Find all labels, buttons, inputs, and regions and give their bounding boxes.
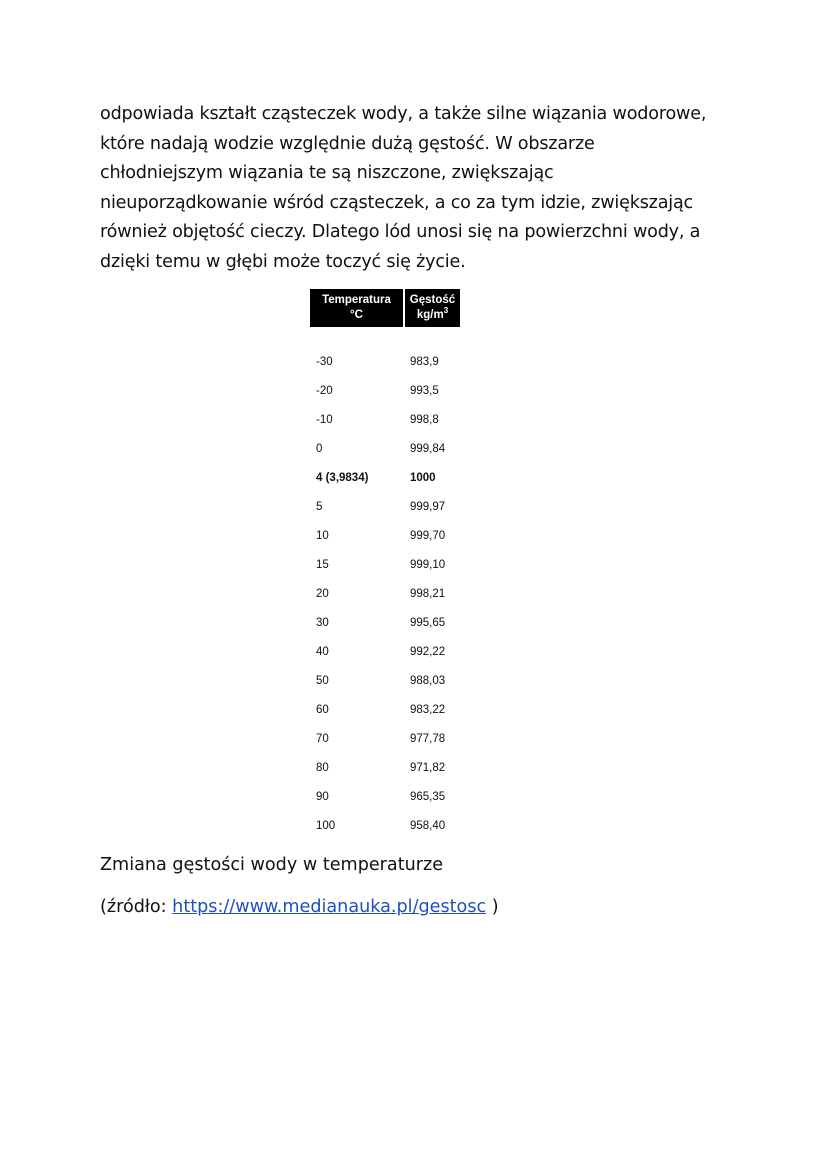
table-row bbox=[310, 434, 460, 463]
source-line bbox=[100, 893, 499, 922]
table-row bbox=[310, 811, 460, 840]
cell-density: 983,22 bbox=[410, 703, 446, 716]
source-prefix: (źródło: bbox=[100, 897, 173, 917]
cell-density: 999,10 bbox=[410, 558, 446, 571]
cell-density: 999,70 bbox=[410, 529, 446, 542]
cell-temperature: 60 bbox=[316, 703, 329, 716]
density-table bbox=[310, 289, 460, 840]
cell-temperature: 70 bbox=[316, 732, 329, 745]
cell-temperature: 20 bbox=[316, 587, 329, 600]
cell-temperature: -20 bbox=[316, 384, 333, 397]
table-row bbox=[310, 782, 460, 811]
cell-temperature: 10 bbox=[316, 529, 329, 542]
cell-temperature: 5 bbox=[316, 500, 323, 513]
cell-density: 971,82 bbox=[410, 761, 446, 774]
cell-density: 983,9 bbox=[410, 355, 439, 368]
header-temperature-unit: °C bbox=[350, 309, 363, 321]
table-row bbox=[310, 376, 460, 405]
table-row bbox=[310, 695, 460, 724]
table-row bbox=[310, 521, 460, 550]
cell-density: 995,65 bbox=[410, 616, 446, 629]
paragraph-line: chłodniejszym wiązania te są niszczone, zwiększając bbox=[100, 163, 554, 184]
table-header-row bbox=[310, 289, 460, 327]
table-caption: Zmiana gęstości wody w temperaturze bbox=[100, 855, 444, 875]
cell-density: 992,22 bbox=[410, 645, 446, 658]
cell-temperature: -10 bbox=[316, 413, 333, 426]
table-row bbox=[310, 327, 460, 376]
table-row bbox=[310, 492, 460, 521]
table-row-max-density bbox=[310, 463, 460, 492]
cell-density: 993,5 bbox=[410, 384, 439, 397]
cell-density: 977,78 bbox=[410, 732, 446, 745]
header-density-unit: kg/m bbox=[416, 309, 444, 321]
cell-temperature: 50 bbox=[316, 674, 329, 687]
table-row bbox=[310, 405, 460, 434]
header-density bbox=[404, 289, 460, 327]
header-temperature-label: Temperatura bbox=[322, 294, 391, 306]
table-row bbox=[310, 579, 460, 608]
table-row bbox=[310, 637, 460, 666]
paragraph-line: które nadają wodzie względnie dużą gęstość. W obszarze bbox=[100, 133, 595, 154]
cell-temperature: 90 bbox=[316, 790, 329, 803]
paragraph-line: dzięki temu w głębi może toczyć się życie. bbox=[100, 251, 466, 272]
cell-density: 998,21 bbox=[410, 587, 446, 600]
cell-density: 958,40 bbox=[410, 819, 446, 832]
body-paragraph bbox=[100, 100, 740, 278]
cell-temperature: -30 bbox=[316, 355, 333, 368]
cell-temperature: 15 bbox=[316, 558, 329, 571]
paragraph-line: nieuporządkowanie wśród cząsteczek, a co za tym idzie, zwiększając bbox=[100, 192, 694, 213]
header-density-label: Gęstość bbox=[409, 294, 456, 306]
paragraph-line: odpowiada kształt cząsteczek wody, a także silne wiązania wodorowe, bbox=[100, 104, 707, 124]
cell-temperature: 30 bbox=[316, 616, 329, 629]
table-row bbox=[310, 666, 460, 695]
cell-density: 998,8 bbox=[410, 413, 439, 426]
table-row bbox=[310, 550, 460, 579]
cell-density: 1000 bbox=[410, 471, 436, 484]
cell-temperature: 80 bbox=[316, 761, 329, 774]
cell-temperature: 40 bbox=[316, 645, 329, 658]
cell-temperature: 4 (3,9834) bbox=[316, 471, 369, 484]
source-suffix: ) bbox=[486, 897, 499, 917]
cell-density: 988,03 bbox=[410, 674, 446, 687]
paragraph-line: również objętość cieczy. Dlatego lód unosi się na powierzchni wody, a bbox=[100, 222, 701, 243]
header-temperature bbox=[310, 289, 404, 327]
source-link[interactable]: https://www.medianauka.pl/gestosc bbox=[172, 897, 487, 917]
cell-temperature: 100 bbox=[316, 819, 336, 832]
cell-density: 999,97 bbox=[410, 500, 446, 513]
header-density-unit-sup: 3 bbox=[443, 306, 449, 316]
cell-density: 999,84 bbox=[410, 442, 446, 455]
cell-density: 965,35 bbox=[410, 790, 446, 803]
table-row bbox=[310, 724, 460, 753]
cell-temperature: 0 bbox=[316, 442, 323, 455]
table-row bbox=[310, 608, 460, 637]
table-row bbox=[310, 753, 460, 782]
